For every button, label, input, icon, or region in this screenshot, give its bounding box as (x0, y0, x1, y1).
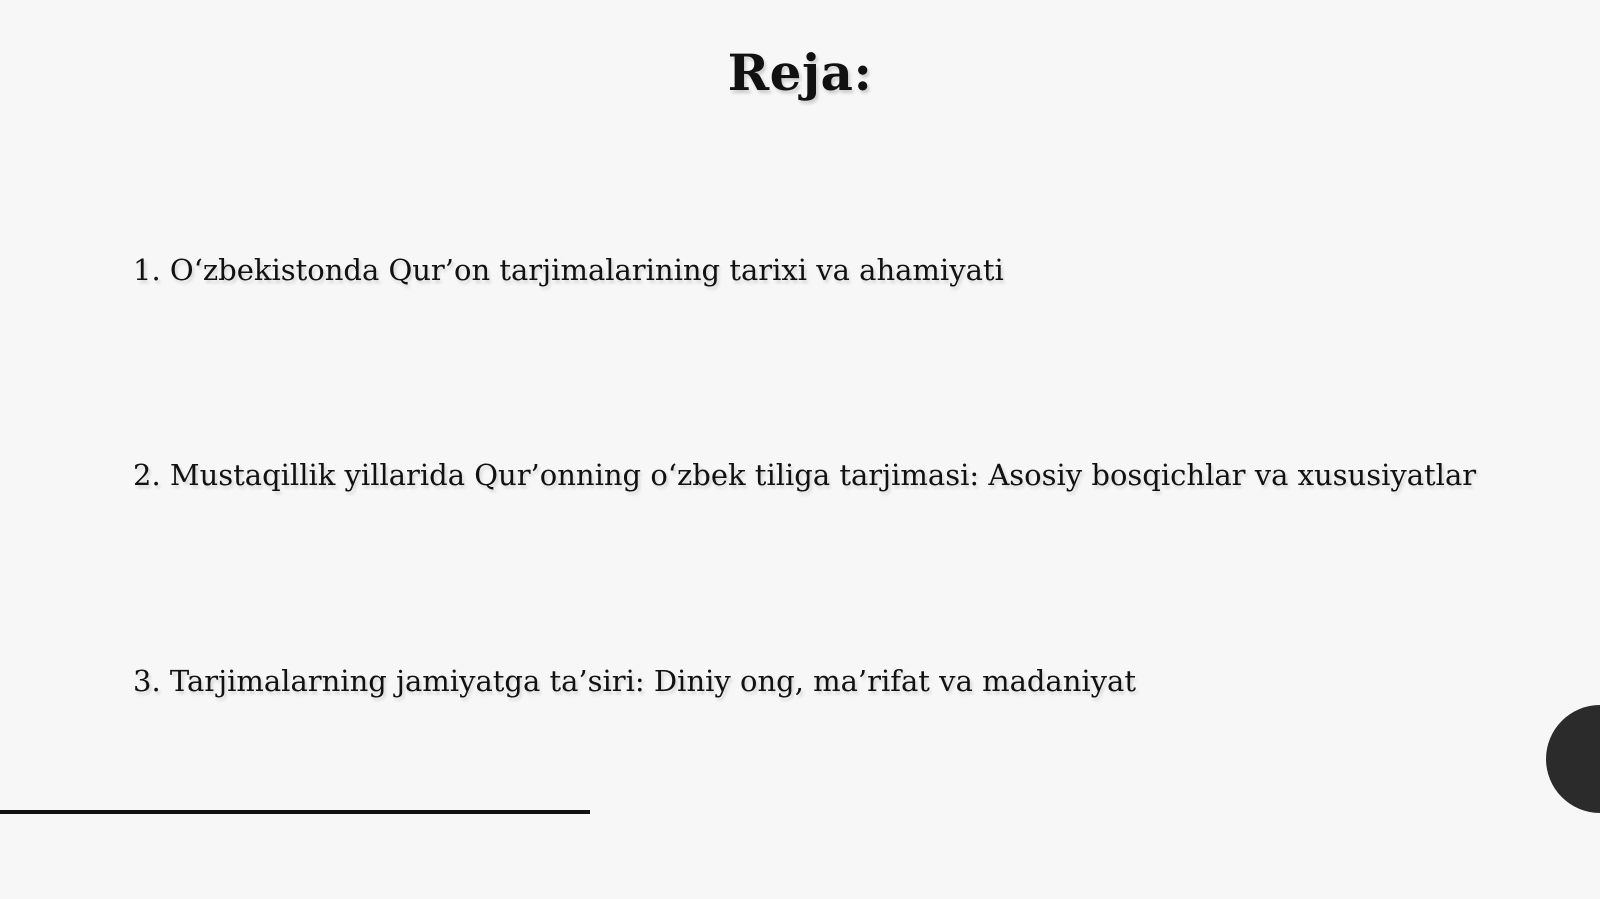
decorative-circle-shape (1546, 705, 1600, 813)
plan-item-3: 3. Tarjimalarning jamiyatga ta’siri: Diniy ong, ma’rifat va madaniyat (133, 664, 1136, 698)
slide-title: Reja: (727, 43, 873, 102)
plan-item-2: 2. Mustaqillik yillarida Qur’onning o‘zbek tiliga tarjimasi: Asosiy bosqichlar va xususiyatlar (133, 458, 1477, 492)
decorative-divider-line (0, 810, 590, 814)
plan-item-1: 1. O‘zbekistonda Qur’on tarjimalarining tarixi va ahamiyati (133, 253, 1004, 287)
